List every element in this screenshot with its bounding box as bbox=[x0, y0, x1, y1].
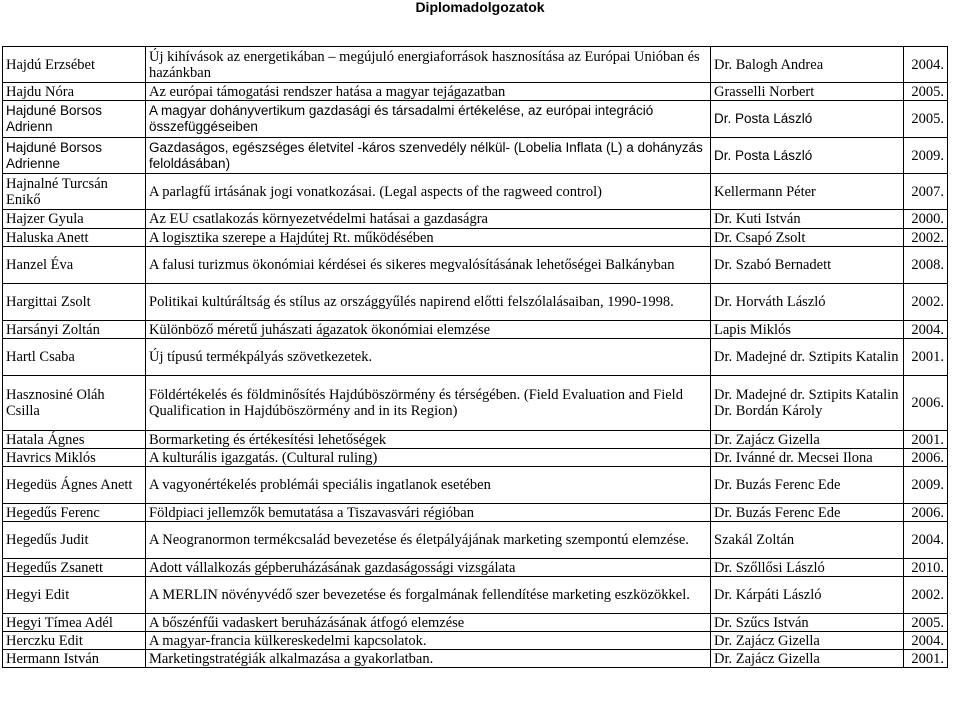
table-row bbox=[3, 522, 948, 559]
title-cell: Földértékelés és földminősítés Hajdúböszörmény és térségében. (Field Evaluation and Field Qualification in Hajdúböszörmény and in its Region) bbox=[146, 376, 711, 431]
title-cell: A parlagfű irtásának jogi vonatkozásai. (Legal aspects of the ragweed control) bbox=[146, 174, 711, 210]
year-cell: 2006. bbox=[904, 376, 948, 431]
title-cell: Különböző méretű juhászati ágazatok ökonómiai elemzése bbox=[146, 321, 711, 339]
table-row bbox=[3, 559, 948, 577]
year-cell: 2006. bbox=[904, 504, 948, 522]
author-cell: Hajdú Erzsébet bbox=[3, 47, 146, 83]
title-cell: A Neogranormon termékcsalád bevezetése és életpályájának marketing szempontú elemzése. bbox=[146, 522, 711, 559]
supervisor-cell: Dr. Madejné dr. Sztipits Katalin Dr. Bordán Károly bbox=[711, 376, 904, 431]
title-cell: Adott vállalkozás gépberuházásának gazdaságossági vizsgálata bbox=[146, 559, 711, 577]
year-cell: 2002. bbox=[904, 229, 948, 247]
author-cell: Hajduné Borsos Adrienne bbox=[3, 138, 146, 174]
supervisor-cell: Dr. Buzás Ferenc Ede bbox=[711, 467, 904, 504]
table-row bbox=[3, 321, 948, 339]
supervisor-cell: Grasselli Norbert bbox=[711, 83, 904, 101]
table-row bbox=[3, 83, 948, 101]
title-cell: Új kihívások az energetikában – megújuló energiaforrások hasznosítása az Európai Unióban és hazánkban bbox=[146, 47, 711, 83]
supervisor-cell: Dr. Zajácz Gizella bbox=[711, 650, 904, 668]
title-cell: A bőszénfűi vadaskert beruházásának átfogó elemzése bbox=[146, 614, 711, 632]
table-row bbox=[3, 632, 948, 650]
table-row bbox=[3, 174, 948, 210]
author-cell: Hegedűs Zsanett bbox=[3, 559, 146, 577]
year-cell: 2009. bbox=[904, 467, 948, 504]
supervisor-cell: Dr. Horváth László bbox=[711, 284, 904, 321]
supervisor-cell: Dr. Madejné dr. Sztipits Katalin bbox=[711, 339, 904, 376]
year-cell: 2001. bbox=[904, 650, 948, 668]
year-cell: 2010. bbox=[904, 559, 948, 577]
thesis-table bbox=[2, 46, 948, 668]
author-cell: Hatala Ágnes bbox=[3, 431, 146, 449]
supervisor-cell: Dr. Ivánné dr. Mecsei Ilona bbox=[711, 449, 904, 467]
title-cell: A magyar dohányvertikum gazdasági és társadalmi értékelése, az európai integráció összefüggéseiben bbox=[146, 101, 711, 138]
author-cell: Hegyi Edit bbox=[3, 577, 146, 614]
author-cell: Havrics Miklós bbox=[3, 449, 146, 467]
thesis-table-body bbox=[3, 47, 948, 668]
year-cell: 2009. bbox=[904, 138, 948, 174]
supervisor-cell: Kellermann Péter bbox=[711, 174, 904, 210]
page-title: Diplomadolgozatok bbox=[415, 0, 545, 15]
supervisor-cell: Lapis Miklós bbox=[711, 321, 904, 339]
year-cell: 2004. bbox=[904, 321, 948, 339]
author-cell: Hajduné Borsos Adrienn bbox=[3, 101, 146, 138]
table-row bbox=[3, 247, 948, 284]
title-cell: Marketingstratégiák alkalmazása a gyakorlatban. bbox=[146, 650, 711, 668]
supervisor-cell: Dr. Szabó Bernadett bbox=[711, 247, 904, 284]
table-row bbox=[3, 101, 948, 138]
supervisor-cell: Szakál Zoltán bbox=[711, 522, 904, 559]
table-row bbox=[3, 210, 948, 229]
title-cell: Bormarketing és értékesítési lehetőségek bbox=[146, 431, 711, 449]
table-row bbox=[3, 577, 948, 614]
author-cell: Hajzer Gyula bbox=[3, 210, 146, 229]
year-cell: 2005. bbox=[904, 101, 948, 138]
author-cell: Hajdu Nóra bbox=[3, 83, 146, 101]
table-row bbox=[3, 431, 948, 449]
author-cell: Hegedűs Ferenc bbox=[3, 504, 146, 522]
author-cell: Hartl Csaba bbox=[3, 339, 146, 376]
table-row bbox=[3, 229, 948, 247]
supervisor-cell: Dr. Balogh Andrea bbox=[711, 47, 904, 83]
year-cell: 2006. bbox=[904, 449, 948, 467]
table-row bbox=[3, 650, 948, 668]
year-cell: 2001. bbox=[904, 431, 948, 449]
table-row bbox=[3, 614, 948, 632]
year-cell: 2004. bbox=[904, 522, 948, 559]
author-cell: Harsányi Zoltán bbox=[3, 321, 146, 339]
supervisor-cell: Dr. Buzás Ferenc Ede bbox=[711, 504, 904, 522]
supervisor-cell: Dr. Posta László bbox=[711, 101, 904, 138]
title-cell: Földpiaci jellemzők bemutatása a Tiszavasvári régióban bbox=[146, 504, 711, 522]
year-cell: 2005. bbox=[904, 614, 948, 632]
author-cell: Hasznosiné Oláh Csilla bbox=[3, 376, 146, 431]
author-cell: Hermann István bbox=[3, 650, 146, 668]
table-row bbox=[3, 467, 948, 504]
year-cell: 2004. bbox=[904, 47, 948, 83]
author-cell: Herczku Edit bbox=[3, 632, 146, 650]
author-cell: Hegedűs Judit bbox=[3, 522, 146, 559]
title-cell: A kulturális igazgatás. (Cultural ruling) bbox=[146, 449, 711, 467]
table-row bbox=[3, 284, 948, 321]
year-cell: 2000. bbox=[904, 210, 948, 229]
table-row bbox=[3, 47, 948, 83]
author-cell: Hanzel Éva bbox=[3, 247, 146, 284]
supervisor-cell: Dr. Csapó Zsolt bbox=[711, 229, 904, 247]
year-cell: 2004. bbox=[904, 632, 948, 650]
title-cell: Politikai kultúráltság és stílus az országgyűlés napirend előtti felszólalásaiban, 1990-1998. bbox=[146, 284, 711, 321]
table-row bbox=[3, 449, 948, 467]
supervisor-cell: Dr. Zajácz Gizella bbox=[711, 632, 904, 650]
supervisor-cell: Dr. Kárpáti László bbox=[711, 577, 904, 614]
supervisor-cell: Dr. Szűcs István bbox=[711, 614, 904, 632]
table-row bbox=[3, 504, 948, 522]
title-cell: Gazdaságos, egészséges életvitel -káros szenvedély nélkül- (Lobelia Inflata (L) a dohányzás feloldásában) bbox=[146, 138, 711, 174]
supervisor-cell: Dr. Kuti István bbox=[711, 210, 904, 229]
author-cell: Hegyi Tímea Adél bbox=[3, 614, 146, 632]
author-cell: Hargittai Zsolt bbox=[3, 284, 146, 321]
title-cell: Az EU csatlakozás környezetvédelmi hatásai a gazdaságra bbox=[146, 210, 711, 229]
table-row bbox=[3, 339, 948, 376]
year-cell: 2002. bbox=[904, 577, 948, 614]
table-row bbox=[3, 376, 948, 431]
title-cell: A magyar-francia külkereskedelmi kapcsolatok. bbox=[146, 632, 711, 650]
title-cell: A logisztika szerepe a Hajdútej Rt. működésében bbox=[146, 229, 711, 247]
title-cell: A MERLIN növényvédő szer bevezetése és forgalmának fellendítése marketing eszközökkel. bbox=[146, 577, 711, 614]
year-cell: 2001. bbox=[904, 339, 948, 376]
author-cell: Haluska Anett bbox=[3, 229, 146, 247]
table-row bbox=[3, 138, 948, 174]
year-cell: 2005. bbox=[904, 83, 948, 101]
title-cell: Új típusú termékpályás szövetkezetek. bbox=[146, 339, 711, 376]
supervisor-cell: Dr. Posta László bbox=[711, 138, 904, 174]
year-cell: 2007. bbox=[904, 174, 948, 210]
year-cell: 2008. bbox=[904, 247, 948, 284]
year-cell: 2002. bbox=[904, 284, 948, 321]
author-cell: Hajnalné Turcsán Enikő bbox=[3, 174, 146, 210]
supervisor-cell: Dr. Zajácz Gizella bbox=[711, 431, 904, 449]
title-cell: A falusi turizmus ökonómiai kérdései és sikeres megvalósításának lehetőségei Balkányban bbox=[146, 247, 711, 284]
author-cell: Hegedüs Ágnes Anett bbox=[3, 467, 146, 504]
title-cell: A vagyonértékelés problémái speciális ingatlanok esetében bbox=[146, 467, 711, 504]
supervisor-cell: Dr. Szőllősi László bbox=[711, 559, 904, 577]
title-cell: Az európai támogatási rendszer hatása a magyar tejágazatban bbox=[146, 83, 711, 101]
